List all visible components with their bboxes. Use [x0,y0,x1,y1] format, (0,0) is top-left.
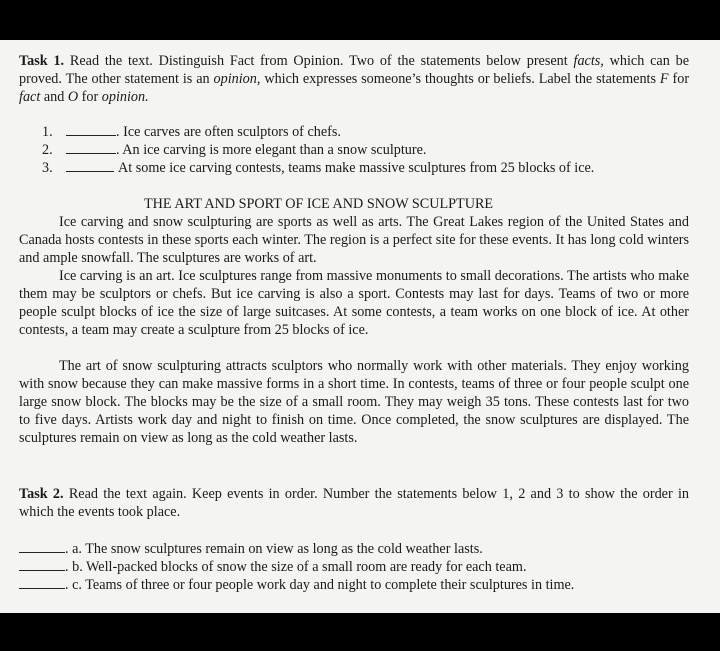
answer-blank-3[interactable] [66,159,114,177]
article-paragraph-3: The art of snow sculpturing attracts sculptors who normally work with other materials. They enjoy working with snow because they can make massive forms in a short time. In contests, teams of three or four people sculpt one large snow block. The blocks may be the size of a small room. They may weigh 35 tons. These contests last for two to five days. Artists work day and night to finish on time. Once completed, the snow sculptures are displayed. The sculptures remain on view as long as the cold weather lasts. [19,358,689,446]
statement-number: 3. [42,160,53,176]
opinion-word: opinion, [213,71,261,87]
task1-instructions [19,52,689,106]
order-blank-c[interactable] [19,576,65,594]
and-word: and [43,89,65,105]
task1-title: Task 1. [19,53,65,69]
task1-intro-part2: which can be proved. The other statement is an [19,53,689,87]
article-title: THE ART AND SPORT OF ICE AND SNOW SCULPTURE [144,196,494,212]
order-blank-a[interactable] [19,540,65,558]
worksheet-page [0,40,720,613]
statement-text: . Ice carves are often sculptors of chefs. [116,124,341,140]
task2-item-text: . a. The snow sculptures remain on view as long as the cold weather lasts. [65,541,483,557]
for-word-2: for [81,89,99,105]
task2-title: Task 2. [19,486,64,502]
task2-item-text: . c. Teams of three or four people work day and night to complete their sculptures in time. [65,577,575,593]
for-word-1: for [672,71,690,87]
o-letter: O [67,89,79,105]
article-paragraph-1: Ice carving and snow sculpturing are sports as well as arts. The Great Lakes region of the United States and Canada hosts contests in these sports each winter. The region is a perfect site for these events. It has long cold winters and ample snowfall. The sculptures are works of art. [19,214,689,266]
opinion-end-word: opinion. [101,89,149,105]
task2-item-text: . b. Well-packed blocks of snow the size of a small room are ready for each team. [65,559,527,575]
statement-text: . An ice carving is more elegant than a snow sculpture. [116,142,427,158]
task1-intro-part3: which expresses someone’s thoughts or beliefs. Label the statements [264,71,657,87]
facts-word: facts, [573,53,604,69]
answer-blank-2[interactable] [66,141,116,159]
article-paragraph-2: Ice carving is an art. Ice sculptures range from massive monuments to small decorations. The artists who make them may be sculptors or chefs. But ice carving is also a sport. Contests may last for days. Teams of two or more people sculpt blocks of ice the size of large suitcases. At some contests, a team works on one block of ice. At other contests, a team may create a sculpture from 25 blocks of ice. [19,268,689,338]
task2-instructions [19,485,689,521]
statement-text: At some ice carving contests, teams make massive sculptures from 25 blocks of ice. [118,160,595,176]
order-blank-b[interactable] [19,558,65,576]
f-letter: F [659,71,669,87]
task2-instructions-text: Read the text again. Keep events in order. Number the statements below 1, 2 and 3 to show the order in which the events took place. [19,486,689,520]
fact-word: fact [19,89,41,105]
answer-blank-1[interactable] [66,123,116,141]
statement-number: 2. [42,142,53,158]
task1-intro-part1: Read the text. Distinguish Fact from Opinion. Two of the statements below present [69,53,568,69]
statement-number: 1. [42,124,53,140]
